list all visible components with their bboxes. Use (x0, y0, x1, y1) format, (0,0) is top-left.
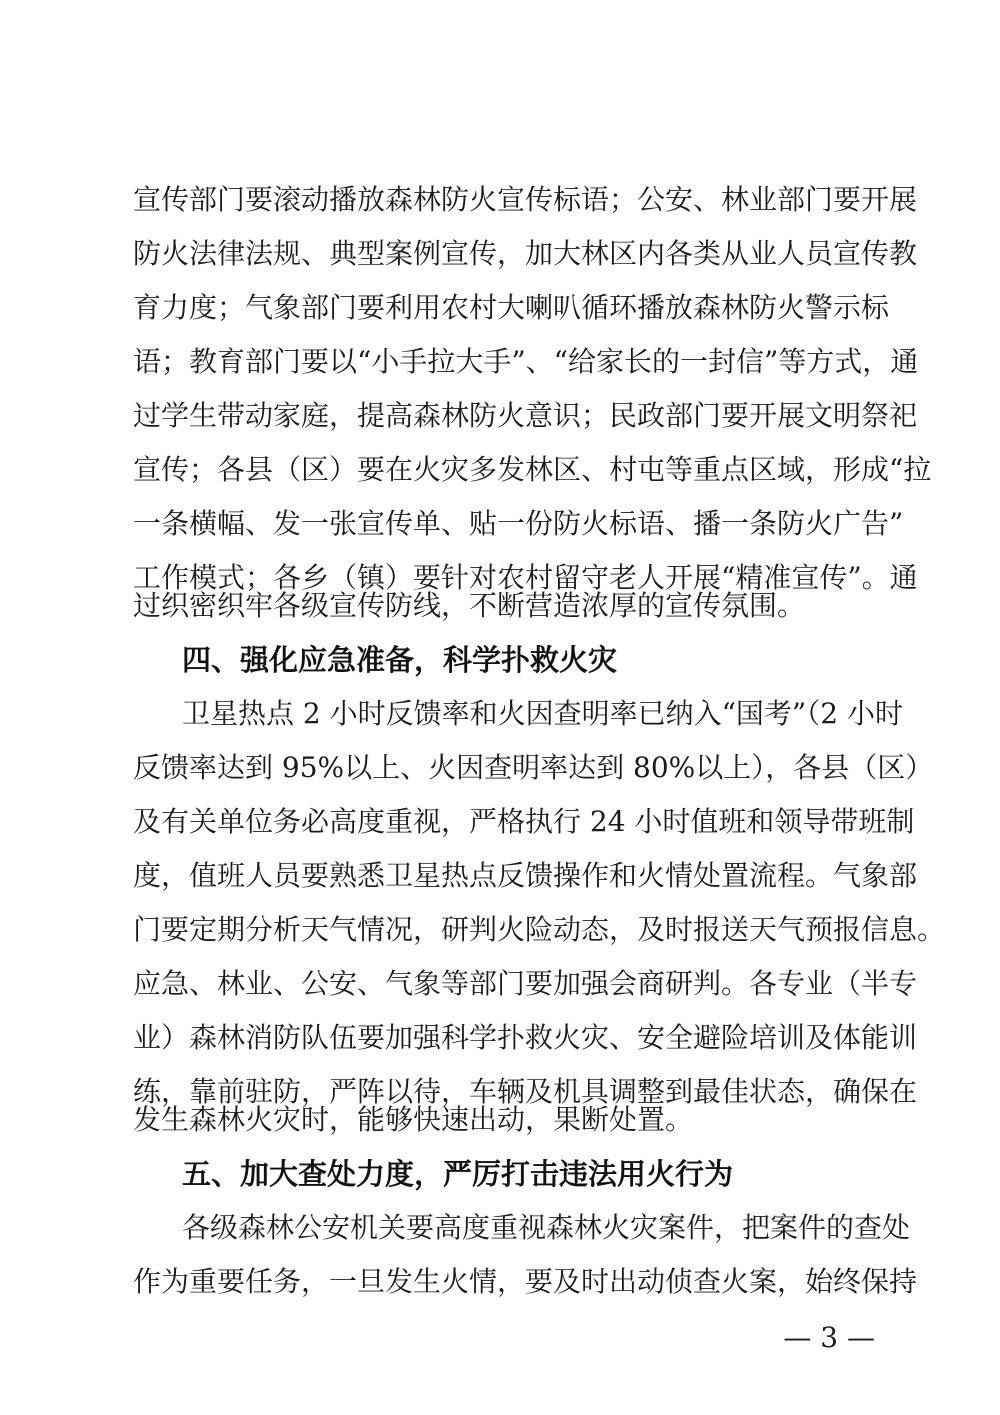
paragraph-line: 反馈率达到 95%以上、火因查明率达到 80%以上），各县（区） (133, 751, 934, 784)
paragraph-line: 度，值班人员要熟悉卫星热点反馈操作和火情处置流程。气象部 (133, 859, 918, 892)
section-heading: 四、强化应急准备，科学扑救火灾 (182, 643, 618, 677)
paragraph-line: 一条横幅、发一张宣传单、贴一份防火标语、播一条防火广告” (133, 507, 904, 540)
paragraph-line: 练，靠前驻防，严阵以待，车辆及机具调整到最佳状态，确保在 (133, 1075, 918, 1108)
paragraph-line: 应急、林业、公安、气象等部门要加强会商研判。各专业（半专 (133, 967, 918, 1000)
paragraph-line: 工作模式；各乡（镇）要针对农村留守老人开展“精准宣传”。通 (133, 561, 918, 594)
paragraph-line: 业）森林消防队伍要加强科学扑救火灾、安全避险培训及体能训 (133, 1021, 918, 1054)
paragraph-line: 发生森林火灾时，能够快速出动，果断处置。 (133, 1103, 694, 1136)
paragraph-line: 门要定期分析天气情况，研判火险动态，及时报送天气预报信息。 (133, 913, 946, 946)
paragraph-line: 过学生带动家庭，提高森林防火意识；民政部门要开展文明祭祀 (133, 399, 918, 432)
paragraph-line: 防火法律法规、典型案例宣传，加大林区内各类从业人员宣传教 (133, 237, 918, 270)
paragraph-line: 作为重要任务，一旦发生火情，要及时出动侦查火案，始终保持 (133, 1265, 918, 1298)
paragraph-line: 育力度；气象部门要利用农村大喇叭循环播放森林防火警示标 (133, 291, 890, 324)
paragraph-line: 语；教育部门要以“小手拉大手”、“给家长的一封信”等方式，通 (133, 345, 919, 378)
paragraph-line: 过织密织牢各级宣传防线，不断营造浓厚的宣传氛围。 (133, 589, 806, 622)
page-number: — 3 — (783, 1321, 875, 1354)
paragraph-line: 宣传；各县（区）要在火灾多发林区、村屯等重点区域，形成“拉 (133, 453, 932, 486)
section-heading: 五、加大查处力度，严厉打击违法用火行为 (182, 1157, 734, 1191)
paragraph-line: 及有关单位务必高度重视，严格执行 24 小时值班和领导带班制 (133, 805, 915, 838)
paragraph-line: 宣传部门要滚动播放森林防火宣传标语；公安、林业部门要开展 (133, 183, 918, 216)
paragraph-line: 卫星热点 2 小时反馈率和火因查明率已纳入“国考”（2 小时 (182, 697, 903, 730)
paragraph-line: 各级森林公安机关要高度重视森林火灾案件，把案件的查处 (182, 1211, 911, 1244)
